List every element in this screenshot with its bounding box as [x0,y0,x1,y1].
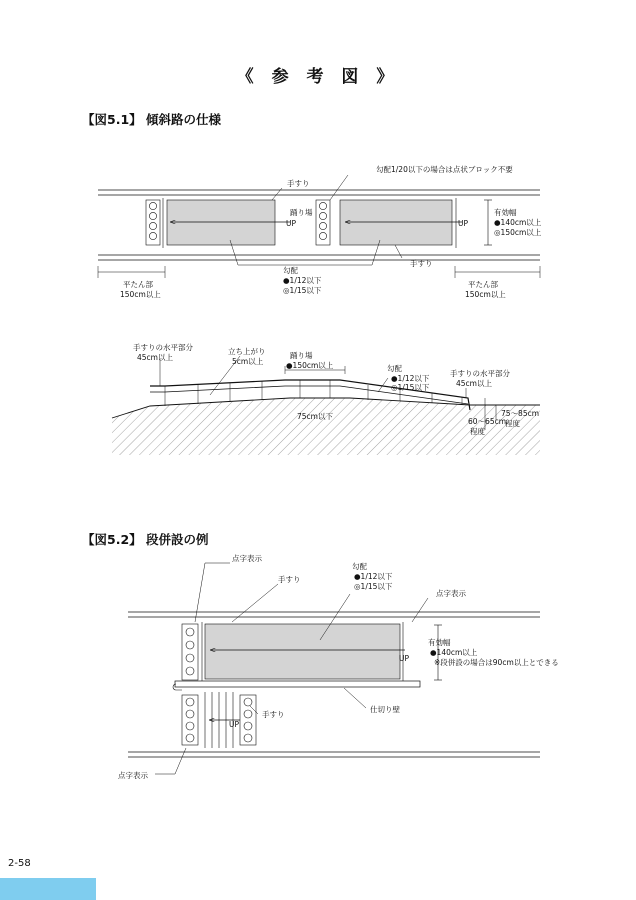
ramp-run [205,624,400,679]
plan-flat-left-value: 150cm以上 [120,290,161,299]
section-slope-label: 勾配 [387,364,402,373]
plan-handrail-top-label: 手すり [287,179,310,188]
fig2-handrail-bottom-label: 手すり [262,710,285,719]
section-slope-b: ◎1/15以下 [391,383,430,392]
tactile-blocks-center [316,200,330,245]
fig2-width-note: ※段併設の場合は90cm以上とできる [434,658,559,667]
tactile-blocks-lower-left [182,695,198,745]
fig2-slope-a: ●1/12以下 [354,572,393,581]
plan-slope-label: 勾配 [283,266,298,275]
section-horizontal-left-label: 手すりの水平部分 [133,343,193,352]
section-upper-rail-height: 75～85cm [501,409,540,418]
fig2-width-a: ●140cm以上 [430,648,478,657]
figure-5-2-title: 【図5.2】 段併設の例 [82,532,209,547]
plan-landing-label: 踊り場 [290,208,313,217]
ramp-run-1 [167,200,275,245]
ramp-section-drawing [112,342,540,455]
plan-width-label: 有効幅 [494,208,517,217]
plan-up-label-1: UP [286,219,297,228]
tactile-blocks-upper [182,624,198,680]
plan-flat-left-label: 平たん部 [123,280,153,289]
plan-flat-right-label: 平たん部 [468,280,498,289]
section-horizontal-right-label: 手すりの水平部分 [450,369,510,378]
section-landing-value: ●150cm以上 [286,361,334,370]
page-number: 2-58 [8,858,31,869]
fig2-width-label: 有効幅 [428,638,451,647]
tactile-blocks-lower-right [240,695,256,745]
fig2-stair-up-label: UP [229,720,240,729]
page-title: 《 参 考 図 》 [236,67,400,87]
ramp-run-2 [340,200,452,245]
partition-wall [175,681,420,687]
fig2-tactile-bottom-label: 点字表示 [118,771,148,780]
section-step-height: 75cm以下 [297,412,333,421]
ramp-plan-drawing [98,164,542,299]
plan-width-b: ◎150cm以上 [494,228,542,237]
tactile-blocks-left [146,200,160,245]
fig2-slope-label: 勾配 [352,562,367,571]
figure-5-1-title: 【図5.1】 傾斜路の仕様 [82,112,221,127]
section-horizontal-right-value: 45cm以上 [456,379,492,388]
fig2-ramp-up-label: UP [399,654,410,663]
section-rail-height: 60～65cm [468,417,507,426]
fig2-tactile-right-label: 点字表示 [436,589,466,598]
section-landing-label: 踊り場 [290,351,313,360]
plan-up-label-2: UP [458,219,469,228]
stair-ramp-plan-drawing [118,553,559,780]
section-upper-rail-suffix: 程度 [505,419,520,428]
plan-handrail-bottom-label: 手すり [410,259,433,268]
plan-slope-b: ◎1/15以下 [283,286,322,295]
fig2-tactile-top-label: 点字表示 [232,554,262,563]
fig2-partition-label: 仕切り壁 [370,705,400,714]
section-curb-value: 5cm以上 [232,357,264,366]
section-rail-height-suffix: 程度 [470,427,485,436]
fig2-slope-b: ◎1/15以下 [354,582,393,591]
plan-slope-a: ●1/12以下 [283,276,322,285]
section-curb-label: 立ち上がり [228,347,266,356]
footer-accent-bar [0,878,96,900]
plan-width-a: ●140cm以上 [494,218,542,227]
section-slope-a: ●1/12以下 [391,374,430,383]
plan-no-tactile-note: 勾配1/20以下の場合は点状ブロック不要 [376,165,513,174]
fig2-handrail-top-label: 手すり [278,575,301,584]
section-horizontal-left-value: 45cm以上 [137,353,173,362]
plan-flat-right-value: 150cm以上 [465,290,506,299]
